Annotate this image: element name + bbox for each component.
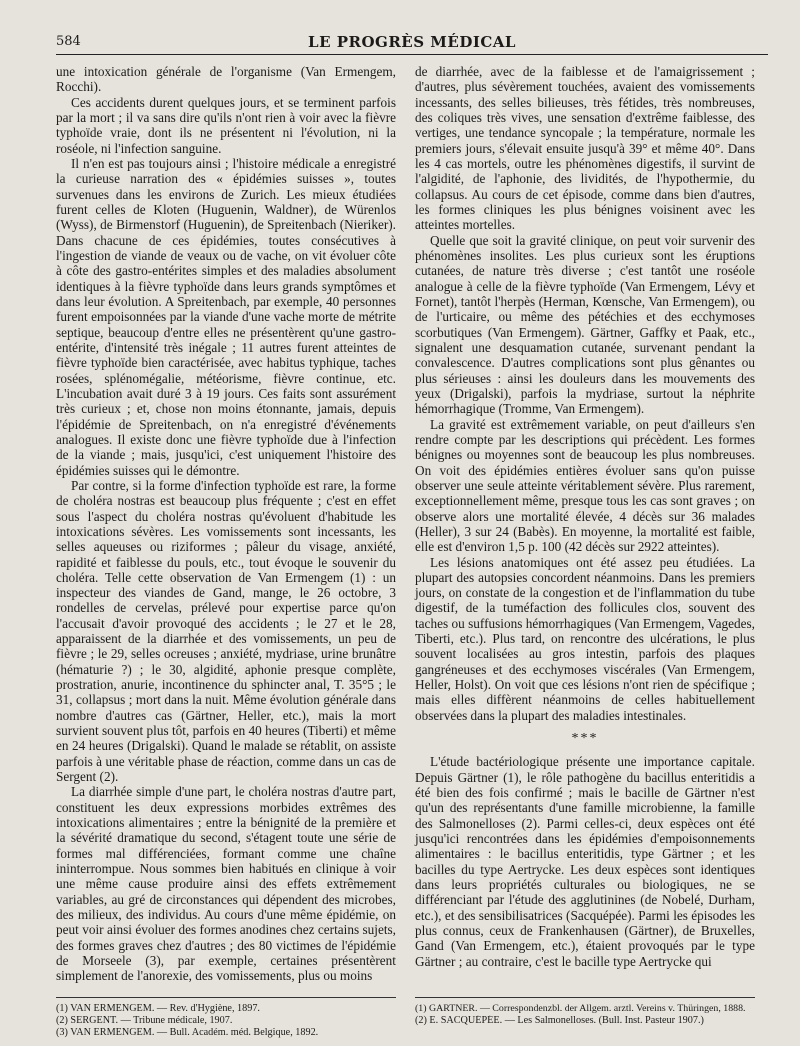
paragraph: Ces accidents durent quelques jours, et se terminent parfois par la mort ; il va sans dire qu'ils n'ont rien à voir avec la fièvre typhoïde vraie, dont ils ne présentent ni l'évolution, ni la roséole, ni l'infection sanguine. (56, 94, 396, 156)
paragraph: L'étude bactériologique présente une importance capitale. Depuis Gärtner (1), le rôle pathogène du bacillus enteritidis a été bien des fois confirmé ; mais le bacille de Gärtner n'est qu'un des représentants d'une famille microbienne, la famille des Salmonelloses (2). Parmi celles-ci, deux espèces ont été jusqu'ici rencontrées dans les épidémies d'empoisonnements alimentaires : le bacillus enteritidis, type Gärtner ; et les bacilles du type Aertrycke. Les deux espèces sont identiques dans leurs propriétés culturales ou biologiques, ne se différenciant par l'étude des agglutinines (de Nobelé, Durham, etc.), et des sensibilisatrices (Sacquépée). Parmi les épisodes les plus connus, ceux de Frankenhausen (Gärtner), de Bruxelles, Gand (Van Ermengem, etc.), étaient provoqués par le type Gärtner ; au contraire, c'est le bacille type Aertrycke qui (415, 754, 755, 969)
paragraph: de diarrhée, avec de la faiblesse et de l'amaigrissement ; d'autres, plus sévèrement touchées, avaient des vomissements incessants, des selles bilieuses, très fétides, très nombreuses, des coliques très vives, une sensation d'extrême faiblesse, des vertiges, une tendance syncopale ; la température, normale les premiers jours, s'élevait ensuite jusqu'à 39° et même 40°. Dans les 4 cas mortels, outre les phénomènes digestifs, il survint de l'algidité, de l'aphonie, des lividités, de l'hypothermie, du collapsus. Au cours de cet épisode, comme dans bien d'autres, les formes cliniques les plus bénignes voisinent avec les atteintes mortelles. (415, 64, 755, 233)
paragraph: une intoxication générale de l'organisme (Van Ermengem, Rocchi). (56, 64, 396, 95)
paragraph: La diarrhée simple d'une part, le choléra nostras d'autre part, constituent les deux expressions morbides extrêmes des intoxications alimentaires ; entre la bénignité de la première et la sévérité dramatique du second, s'étagent toute une série de formes mal différenciées, formant comme une chaîne ininterrompue. Nous sommes bien habitués en clinique à voir une même cause produire ainsi des effets extrêmement variables, au gré de circonstances qui dépendent des microbes, des milieux, des individus. Au cours d'une même épidémie, on peut voir ainsi évoluer des formes anodines chez certains sujets, des formes graves chez d'autres ; des 80 victimes de l'épidémie de Morseele (3), par exemple, certaines présentèrent simplement de l'anorexie, des vomissements, plus ou moins (56, 784, 396, 984)
section-separator: *** (571, 731, 599, 747)
footnotes-right (415, 997, 755, 1027)
paragraph: Quelle que soit la gravité clinique, on peut voir survenir des phénomènes insolites. Les plus curieux sont les éruptions cutanées, de nature très diverse ; c'est tantôt une roséole analogue à celle de la fièvre typhoïde (Van Ermengem, Lévy et Fornet), tantôt l'herpès (Herman, Kœnsche, Van Ermengem), ou de l'urticaire, ou même des pétéchies et des ecchymoses scorbutiques (Van Ermengem). Gärtner, Gaffky et Paak, etc., signalent une desquamation cutanée, survenant pendant la convalescence. D'autres complications sont plus gênantes ou plus sérieuses : ainsi les douleurs dans les mouvements des yeux (Drigalski), parfois la mydriase, surtout la néphrite hémorrhagique (Tromme, Van Ermengem). (415, 232, 755, 417)
footnotes-left (56, 997, 396, 1039)
page-header (56, 32, 768, 55)
footnote: (2) SERGENT. — Tribune médicale, 1907. (56, 1015, 233, 1026)
paragraph: Par contre, si la forme d'infection typhoïde est rare, la forme de choléra nostras est beaucoup plus fréquente ; c'est en effet sous l'aspect du choléra nostras qu'évoluent d'habitude les intoxications sévères. Les vomissements sont incessants, les selles aqueuses ou riziformes ; pâleur du visage, anxiété, rapidité et faiblesse du pouls, etc., tout évoque le souvenir du choléra. Telle cette observation de Van Ermengem (1) : un inspecteur des viandes de Gand, mange, le 26 octobre, 3 rondelles de cervelas, prélevé pour expertise parce qu'on l'accusait d'avoir provoqué des accidents ; le 27 et le 28, apparaissent de la diarrhée et des vomissements, un peu de fièvre ; le 29, selles ocreuses ; anxiété, mydriase, urine brunâtre (hématurie ?) ; le 30, algidité, aphonie presque complète, prostration, anurie, incontinence du sphincter anal, T. 35°5 ; le 31, collapsus ; mort dans la nuit. Même évolution générale dans nombre d'autres cas (Gärtner, Heller, etc.), mais la mort survient souvent plus tôt, parfois en 40 heures (Tiberti) et même en 24 heures (Drigalski). Quand le malade se rétablit, on assiste parfois à une véritable phase de réaction, comme dans un cas de Sergent (2). (56, 477, 396, 785)
left-column (56, 64, 396, 984)
right-column (415, 64, 755, 969)
footnote: (2) E. SACQUÉPÉE. — Les Salmonelloses. (Bull. Inst. Pasteur 1907.) (415, 1015, 704, 1026)
footnote: (1) GARTNER. — Correspondenzbl. der Allgem. arztl. Vereins v. Thüringen, 1888. (415, 1003, 746, 1014)
paragraph: Les lésions anatomiques ont été assez peu étudiées. La plupart des autopsies concordent néanmoins. Dans les premiers jours, on constate de la congestion et de l'inflammation du tube digestif, de la tuméfaction des follicules clos, souvent des taches ou suffusions hémorrhagiques (Van Ermengem, Vagedes, Tiberti, etc.). Plus tard, on rencontre des ulcérations, le plus souvent localisées au gros intestin, parfois des plaques gangréneuses et des ecchymoses viscérales (Van Ermengem, Heller, Holst). On voit que ces lésions n'ont rien de spécifique ; mais elles diffèrent néanmoins de celles habituellement observées dans la plupart des maladies intestinales. (415, 554, 755, 723)
paragraph: Il n'en est pas toujours ainsi ; l'histoire médicale a enregistré la curieuse narration des « épidémies suisses », toutes survenues dans les environs de Zurich. Les mieux étudiées furent celles de Kloten (Huguenin, Waldner), de Würenlos (Wyss), de Birmenstorf (Huguenin), de Spreitenbach (Nieriker). Dans chacune de ces épidémies, toutes consécutives à l'ingestion de viande de veaux ou de vache, on vit évoluer côte à côte des gastro-entérites simples et des maladies absolument identiques à la fièvre typhoïde dans leurs grands symptômes et dans leur évolution. A Spreitenbach, par exemple, 40 personnes furent empoisonnées par la viande d'une vache morte de métrite septique, beaucoup d'entre elles ne présentèrent qu'une gastro-entérite, d'intensité très inégale ; 11 autres furent atteintes de fièvre typhoïde bien caractérisée, avec habitus typhique, taches rosées, splénomégalie, météorisme, fièvre continue, etc. L'incubation avait duré 3 à 19 jours. Ces faits sont assurément très curieux ; et, chose non moins étonnante, jamais, depuis l'épidémie de Spreitenbach, on n'a enregistré d'événements analogues. Il existe donc une fièvre typhoïde due à l'infection de la viande ; mais, jusqu'ici, c'est uniquement l'histoire des épidémies suisses qui le démontre. (56, 155, 396, 478)
footnote: (3) VAN ERMENGEM. — Bull. Académ. méd. Belgique, 1892. (56, 1027, 319, 1038)
journal-title: LE PROGRÈS MÉDICAL (308, 33, 516, 51)
footnote: (1) VAN ERMENGEM. — Rev. d'Hygiène, 1897. (56, 1003, 260, 1014)
page-number: 584 (56, 34, 81, 49)
paragraph: La gravité est extrêmement variable, on peut d'ailleurs s'en rendre compte par les descriptions qui précèdent. Les formes bénignes ou moyennes sont de beaucoup les plus nombreuses. On voit des épidémies entières évoluer sans qu'on puisse observer une seule atteinte véritablement sévère. Plus rarement, exceptionnellement même, presque tous les cas sont graves ; on observe alors une mortalité élevée, 4 décès sur 36 malades (Heller), 3 sur 24 (Babès). En moyenne, la mortalité est faible, elle est d'environ 1,5 p. 100 (42 décès sur 2922 atteintes). (415, 416, 755, 555)
